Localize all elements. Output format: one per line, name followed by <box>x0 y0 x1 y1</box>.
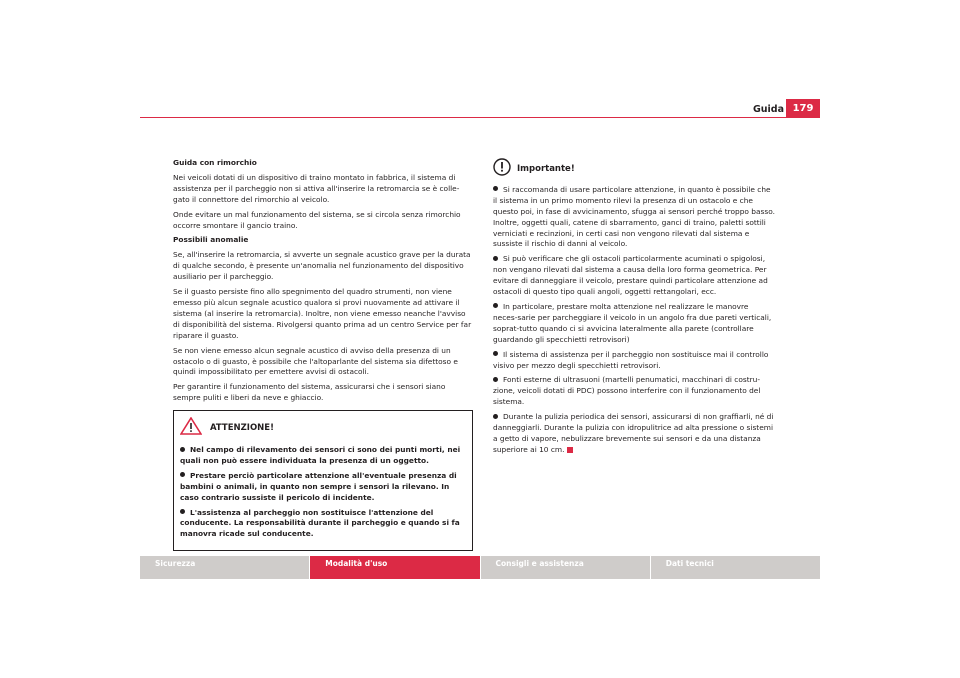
warning-item: Prestare perciò particolare attenzione all'eventuale presenza di bambini o animali, in quanto non sempre i sensori la rilevano. In caso contrario sussiste il pericolo di incidente. <box>180 470 457 502</box>
bullet-icon <box>493 256 498 261</box>
bullet-icon <box>493 303 498 308</box>
bullet-icon <box>180 447 185 452</box>
paragraph: Se, all'inserire la retromarcia, si avverte un segnale acustico grave per la durata di qualche secondo, è presente un'anomalia nel funzionamento del dispositivo ausiliario per il parcheggio. <box>173 250 471 282</box>
right-column <box>493 158 775 460</box>
warning-header <box>180 417 466 439</box>
bullet-icon <box>180 472 185 477</box>
important-item: Il sistema di assistenza per il parcheggio non sostituisce mai il controllo visivo per mezzo degli specchietti retrovisori. <box>493 349 769 370</box>
paragraph: Per garantire il funzionamento del sistema, assicurarsi che i sensori siano sempre puliti e liberi da neve e ghiaccio. <box>173 382 446 403</box>
paragraph: Nei veicoli dotati di un dispositivo di traino montato in fabbrica, il sistema di assistenza per il parcheggio non si attiva all'inserire la retromarcia se è colle-gato il connettore del rimorchio al veicolo. <box>173 172 460 204</box>
heading-faults: Possibili anomalie <box>173 235 249 245</box>
bullet-icon <box>493 377 498 382</box>
chapter-tabs <box>140 556 820 579</box>
important-header <box>493 158 775 180</box>
warning-item: L'assistenza al parcheggio non sostituisce l'attenzione del conducente. La responsabilità durante il parcheggio e quando si fa manovra ricade sul conducente. <box>180 507 460 539</box>
important-item: Si può verificare che gli ostacoli particolarmente acuminati o spigolosi, non vengano rilevati dal sistema a causa della loro forma geometrica. Per evitare di danneggiare il veicolo, prestare quindi particolare attenzione ad ostacoli di questo tipo quali angoli, oggetti rettangolari, ecc. <box>493 254 768 297</box>
important-title: Importante! <box>517 163 575 174</box>
heading-trailer: Guida con rimorchio <box>173 158 257 167</box>
warning-title: ATTENZIONE! <box>210 422 274 433</box>
bullet-icon <box>493 414 498 419</box>
tab-consigli-assistenza[interactable]: Consigli e assistenza <box>481 556 650 579</box>
tab-modalita-uso[interactable]: Modalità d'uso <box>310 556 479 579</box>
important-item: In particolare, prestare molta attenzione nel realizzare le manovre neces-sarie per parcheggiare il veicolo in un angolo fra due pareti verticali, soprat-tutto quando ci si avvicina lateralmente alla parete (controllare guardando gli specchietti retrovisori) <box>493 301 772 344</box>
exclamation-icon <box>493 158 511 180</box>
header-rule <box>140 117 820 118</box>
bullet-icon <box>180 509 185 514</box>
end-of-section-icon <box>567 447 573 453</box>
important-item: Si raccomanda di usare particolare attenzione, in quanto è possibile che il sistema in un primo momento rilevi la presenza di un ostacolo e che questo poi, in fase di avvicinamento, sfugga ai sensori perché troppo basso. Inoltre, oggetti quali, catene di sbarramento, ganci di traino, paletti sottili verniciati e recinzioni, in certi casi non vengono rilevati dal sistema e sussiste il rischio di danni al veicolo. <box>493 184 775 249</box>
bullet-icon <box>493 351 498 356</box>
left-column <box>173 158 473 551</box>
important-item: Durante la pulizia periodica dei sensori, assicurarsi di non graffiarli, né di danneggiarli. Durante la pulizia con idropulitrice ad alta pressione o sistemi a getto di vapore, nebulizzare brevemente sui sensori e da una distanza superiore ai 10 cm. <box>493 412 774 454</box>
tab-dati-tecnici[interactable]: Dati tecnici <box>651 556 820 579</box>
important-item: Fonti esterne di ultrasuoni (martelli penumatici, macchinari di costru-zione, veicoli dotati di PDC) possono interferire con il funzionamento del sistema. <box>493 375 761 407</box>
paragraph: Se non viene emesso alcun segnale acustico di avviso della presenza di un ostacolo o di guasto, è possibile che l'altoparlante del sistema sia difettoso e quindi impossibilitato per emettere avvisi di ostacoli. <box>173 345 458 377</box>
section-title: Guida <box>752 104 784 115</box>
paragraph: Se il guasto persiste fino allo spegnimento del quadro strumenti, non viene emesso più alcun segnale acustico qualora si provi nuovamente ad attivare il sistema (al inserire la retromarcia). Inoltre, non viene emesso neanche l'avviso di disponibilità del sistema. Rivolgersi quanto prima ad un centro Service per far riparare il guasto. <box>173 287 472 340</box>
bullet-icon <box>493 186 498 191</box>
paragraph: Onde evitare un mal funzionamento del sistema, se si circola senza rimorchio occorre smontare il gancio traino. <box>173 209 461 230</box>
page-number: 179 <box>786 99 820 118</box>
warning-item: Nel campo di rilevamento dei sensori ci sono dei punti morti, nei quali non può essere individuata la presenza di un oggetto. <box>180 445 461 465</box>
warning-triangle-icon <box>180 417 202 439</box>
warning-box <box>173 410 473 551</box>
tab-sicurezza[interactable]: Sicurezza <box>140 556 309 579</box>
